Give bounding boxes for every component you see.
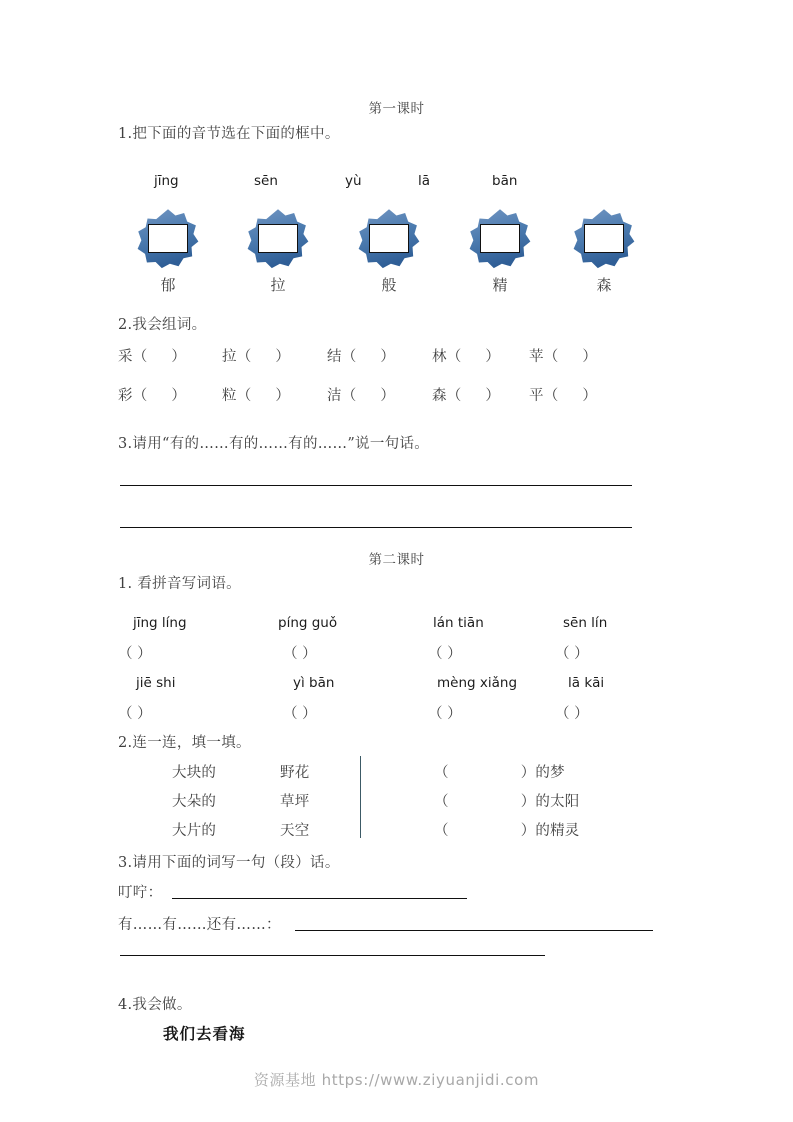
bracket-close: ） [380,349,396,365]
word-char: 苹 [529,349,544,365]
answer-bracket-r1c1[interactable]: （ ） [283,706,317,722]
answer-bracket-r1c3[interactable]: （ ） [555,706,589,722]
word-char: 结 [327,349,342,365]
question-2-1-label: 1. 看拼音写词语。 [118,576,241,592]
word-cell-b1[interactable] [222,384,290,405]
answer-line-2-3-c[interactable] [120,955,545,956]
answer-bracket-r1c2[interactable]: （ ） [428,706,462,722]
star-answer-field-3[interactable] [480,224,520,253]
bracket-open: （ [236,349,252,365]
bracket-close: ） [171,349,187,365]
watermark: 资源基地 https://www.ziyuanjidi.com [253,1071,540,1089]
pinyin-choice-1: sēn [254,173,278,189]
bracket-close: ） [380,388,396,404]
answer-line-1-3-b[interactable] [120,527,632,528]
word-char: 森 [432,388,447,404]
answer-bracket-r0c3[interactable]: （ ） [555,646,589,662]
bracket-open: （ [446,349,462,365]
star-answer-field-2[interactable] [369,224,409,253]
bracket-open: （ [543,388,559,404]
star-box-4[interactable] [573,208,635,294]
word-char: 粒 [222,388,237,404]
bracket-open: （ [434,794,449,810]
match-right-text: ）的精灵 [520,823,580,839]
matching-divider [360,756,361,838]
bracket-open: （ [132,388,148,404]
answer-line-1-3-a[interactable] [120,485,632,486]
star-answer-field-0[interactable] [148,224,188,253]
word-cell-b3[interactable] [432,384,500,405]
bracket-close: ） [171,388,187,404]
pinyin-word-r0c1: píng guǒ [278,615,338,631]
pinyin-word-r0c2: lán tiān [433,615,484,631]
question-2-2-label: 2.连一连，填一填。 [118,735,251,751]
word-cell-a4[interactable] [529,345,597,366]
bracket-open: （ [132,349,148,365]
bracket-open: （ [446,388,462,404]
word-cell-b4[interactable] [529,384,597,405]
word-char: 洁 [327,388,342,404]
word-cell-a2[interactable] [327,345,395,366]
question-1-2-label: 2.我会组词。 [118,317,207,333]
answer-bracket-r0c2[interactable]: （ ） [428,646,462,662]
star-box-2[interactable] [358,208,420,294]
answer-line-2-3-b[interactable] [295,930,653,931]
word-cell-a0[interactable] [118,345,186,366]
match-left-1[interactable]: 大朵的 [172,794,217,810]
poem-title: 我们去看海 [163,1024,246,1043]
bracket-close: ） [582,349,598,365]
question-1-1-label: 1.把下面的音节选在下面的框中。 [118,126,340,142]
pinyin-choice-2: yù [345,173,362,189]
answer-bracket-r1c0[interactable]: （ ） [118,706,152,722]
match-right-2[interactable] [434,819,580,840]
word-char: 彩 [118,388,133,404]
star-box-0[interactable] [137,208,199,294]
star-box-1[interactable] [247,208,309,294]
prompt-word-1: 有……有……还有……： [118,917,281,933]
prompt-word-0: 叮咛： [118,885,163,901]
word-cell-a3[interactable] [432,345,500,366]
bracket-close: ） [485,349,501,365]
bracket-close: ） [275,388,291,404]
word-char: 平 [529,388,544,404]
pinyin-word-r1c1: yì bān [293,675,335,691]
bracket-open: （ [341,349,357,365]
star-label-4: 森 [596,276,612,294]
star-label-1: 拉 [270,276,286,294]
bracket-open: （ [434,765,449,781]
bracket-open: （ [236,388,252,404]
star-answer-field-1[interactable] [258,224,298,253]
question-2-3-label: 3.请用下面的词写一句（段）话。 [118,855,340,871]
lesson-title-1: 第一课时 [368,101,425,117]
match-mid-1[interactable]: 草坪 [280,794,310,810]
question-1-3-label: 3.请用“有的……有的……有的……”说一句话。 [118,436,430,452]
match-left-2[interactable]: 大片的 [172,823,217,839]
bracket-close: ） [485,388,501,404]
answer-bracket-r0c0[interactable]: （ ） [118,646,152,662]
word-char: 林 [432,349,447,365]
lesson-title-2: 第二课时 [368,552,425,568]
bracket-close: ） [275,349,291,365]
star-answer-field-4[interactable] [584,224,624,253]
match-right-text: ）的梦 [520,765,565,781]
star-box-3[interactable] [469,208,531,294]
pinyin-word-r1c3: lā kāi [568,675,605,691]
word-cell-a1[interactable] [222,345,290,366]
word-char: 拉 [222,349,237,365]
match-right-1[interactable] [434,790,580,811]
star-label-2: 般 [381,276,397,294]
bracket-open: （ [434,823,449,839]
answer-line-2-3-a[interactable] [172,898,467,899]
star-label-3: 精 [492,276,508,294]
answer-bracket-r0c1[interactable]: （ ） [283,646,317,662]
match-mid-2[interactable]: 天空 [280,823,310,839]
pinyin-word-r1c0: jiē shi [136,675,176,691]
pinyin-word-r0c0: jīng líng [133,615,187,631]
bracket-open: （ [543,349,559,365]
word-char: 采 [118,349,133,365]
word-cell-b2[interactable] [327,384,395,405]
bracket-close: ） [582,388,598,404]
pinyin-choice-4: bān [492,173,518,189]
pinyin-word-r1c2: mèng xiǎng [437,675,518,691]
pinyin-word-r0c3: sēn lín [563,615,608,631]
bracket-open: （ [341,388,357,404]
star-label-0: 郁 [160,276,176,294]
pinyin-choice-0: jīng [154,173,179,189]
match-left-0[interactable]: 大块的 [172,765,217,781]
match-right-text: ）的太阳 [520,794,580,810]
match-mid-0[interactable]: 野花 [280,765,310,781]
match-right-0[interactable] [434,761,565,782]
question-2-4-label: 4.我会做。 [118,997,192,1013]
word-cell-b0[interactable] [118,384,186,405]
pinyin-choice-3: lā [418,173,431,189]
